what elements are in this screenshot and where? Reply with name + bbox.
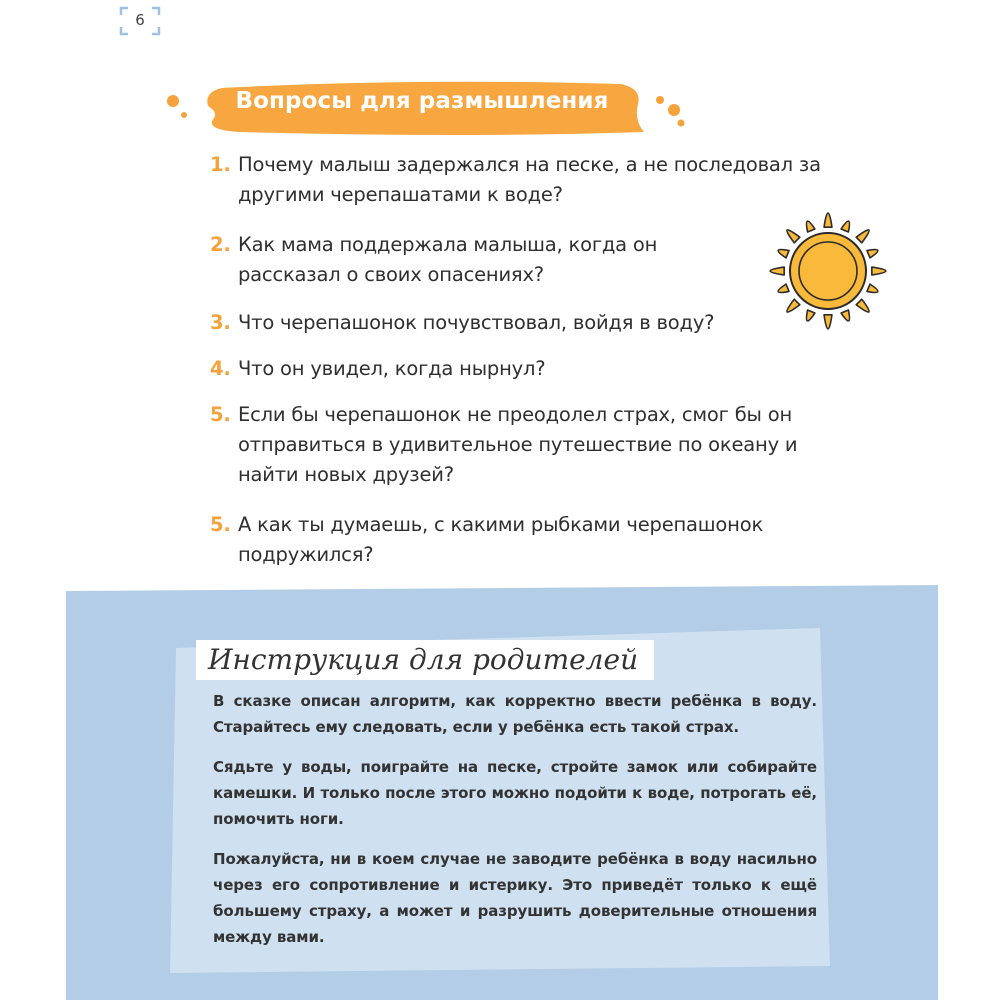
sun-ray <box>872 267 886 275</box>
sun-ray <box>787 230 800 243</box>
instruction-paragraph: Сядьте у воды, поиграйте на песке, стройте замок или собирайте камешки. И только после этого можно подойти к воде, потрогать её, помочить ноги. <box>213 758 817 828</box>
question-number: 5. <box>210 513 231 536</box>
page-number <box>119 6 161 36</box>
sun-ray <box>841 310 849 321</box>
question-number: 2. <box>210 233 231 256</box>
question-text: Что черепашонок почувствовал, войдя в воду? <box>238 311 715 334</box>
sun-ray <box>824 315 832 329</box>
sun-ray <box>867 250 878 258</box>
question-item <box>210 230 698 290</box>
question-item <box>210 308 798 338</box>
question-number: 4. <box>210 357 231 380</box>
question-text: Почему малыш задержался на песке, а не последовал за другими черепашатами к воде? <box>238 153 821 206</box>
sun-ray <box>770 267 784 275</box>
sun-ray <box>867 284 878 292</box>
sun-ray <box>787 299 800 312</box>
sun-ray <box>856 299 869 312</box>
section-banner <box>160 70 700 150</box>
sun-ray <box>778 250 789 258</box>
question-number: 5. <box>210 403 231 426</box>
question-text: Как мама поддержала малыша, когда он рассказал о своих опасениях? <box>238 233 658 286</box>
instructions-body <box>213 688 817 964</box>
question-item <box>210 354 798 384</box>
question-number: 3. <box>210 311 231 334</box>
question-text: Что он увидел, когда нырнул? <box>238 357 546 380</box>
sun-ray <box>807 310 815 321</box>
question-item <box>210 510 838 570</box>
page-number-text: 6 <box>135 11 145 29</box>
instruction-paragraph: Пожалуйста, ни в коем случае не заводите ребёнка в воду насильно через его сопротивление и истерику. Это приведёт только к ещё большему страху, а может и разрушить доверительные отношения между вами. <box>213 850 817 946</box>
question-item <box>210 400 798 490</box>
sun-ray <box>778 284 789 292</box>
sun-ray <box>824 213 832 227</box>
sun-ray <box>856 230 869 243</box>
instructions-title: Инструкция для родителей <box>196 640 654 680</box>
question-text: Если бы черепашонок не преодолел страх, смог бы он отправиться в удивительное путешествие по океану и найти новых друзей? <box>238 403 798 486</box>
question-number: 1. <box>210 153 231 176</box>
sun-ray <box>841 221 849 232</box>
instruction-paragraph: В сказке описан алгоритм, как корректно ввести ребёнка в воду. Старайтесь ему следовать, если у ребёнка есть такой страх. <box>213 692 817 736</box>
question-item <box>210 150 838 210</box>
question-text: А как ты думаешь, с какими рыбками черепашонок подружился? <box>238 513 764 566</box>
sun-ray <box>807 221 815 232</box>
sun-icon <box>758 195 898 345</box>
section-title: Вопросы для размышления <box>235 88 609 114</box>
